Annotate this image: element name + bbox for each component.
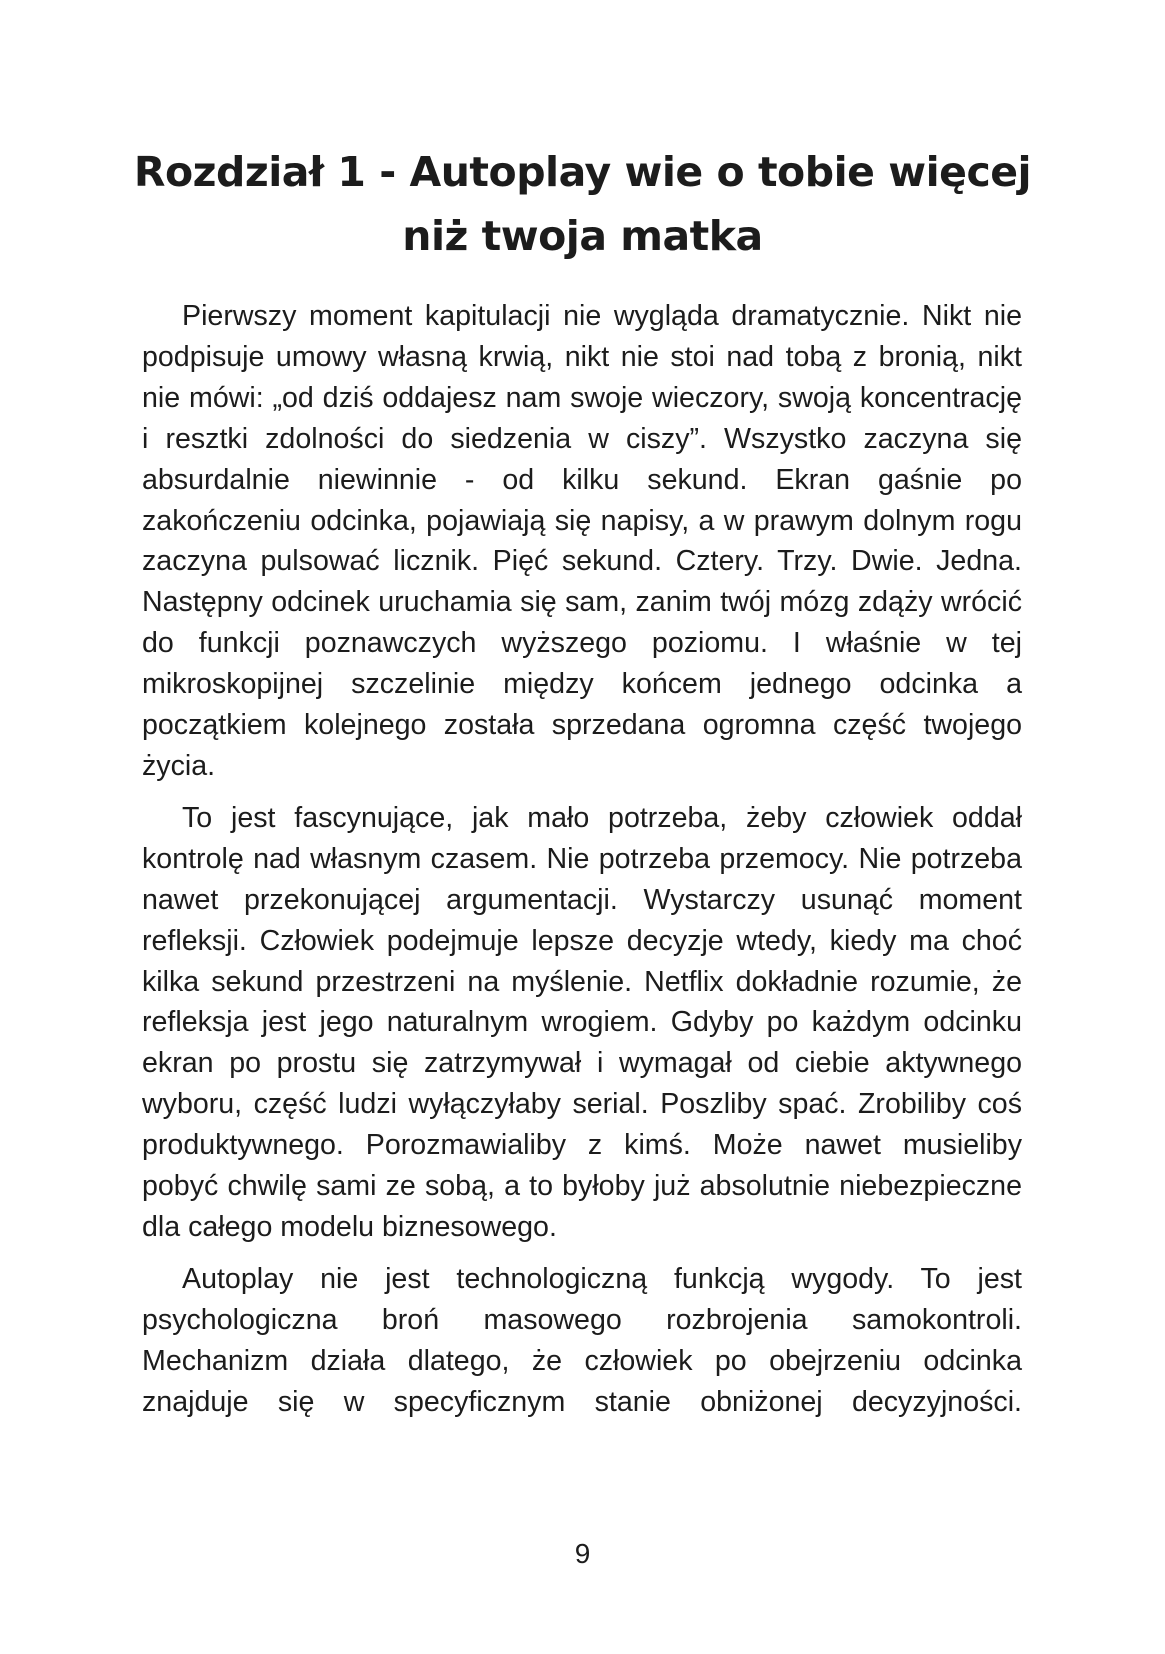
paragraph-3: Autoplay nie jest technologiczną funkcją wygody. To jest psychologiczna broń masowego rozbrojenia samokontroli. Mechanizm działa dlatego, że człowiek po obejrzeniu odcinka znajduje się w specyficznym stanie obniżonej decyzyjności. xyxy=(142,1262,1022,1418)
paragraph-2: To jest fascynujące, jak mało potrzeba, żeby człowiek oddał kontrolę nad własnym czasem. Nie potrzeba przemocy. Nie potrzeba nawet przekonującej argumentacji. Wystarczy usunąć moment refleksji. Człowiek podejmuje lepsze decyzje wtedy, kiedy ma choć kilka sekund przestrzeni na myślenie. Netflix dokładnie rozumie, że refleksja jest jego naturalnym wrogiem. Gdyby po każdym odcinku ekran po prostu się zatrzymywał i wymagał od ciebie aktywnego wyboru, część ludzi wyłączyłaby serial. Poszliby spać. Zrobiliby coś produktywnego. Porozmawialiby z kimś. Może nawet musieliby pobyć chwilę sami ze sobą, a to byłoby już absolutnie niebezpieczne dla całego modelu biznesowego. xyxy=(142,801,1022,1243)
chapter-body xyxy=(142,296,1022,1433)
chapter-title: Rozdział 1 - Autoplay wie o tobie więcej niż twoja matka xyxy=(133,148,1032,260)
paragraph-1: Pierwszy moment kapitulacji nie wygląda dramatycznie. Nikt nie podpisuje umowy własną krwią, nikt nie stoi nad tobą z bronią, nikt nie mówi: „od dziś oddajesz nam swoje wieczory, swoją koncentrację i resztki zdolności do siedzenia w ciszy”. Wszystko zaczyna się absurdalnie niewinnie - od kilku sekund. Ekran gaśnie po zakończeniu odcinka, pojawiają się napisy, a w prawym dolnym rogu zaczyna pulsować licznik. Pięć sekund. Cztery. Trzy. Dwie. Jedna. Następny odcinek uruchamia się sam, zanim twój mózg zdąży wrócić do funkcji poznawczych wyższego poziomu. I właśnie w tej mikroskopijnej szczelinie między końcem jednego odcinka a początkiem kolejnego została sprzedana ogromna część twojego życia. xyxy=(142,300,1022,782)
page-number: 9 xyxy=(574,1538,591,1569)
